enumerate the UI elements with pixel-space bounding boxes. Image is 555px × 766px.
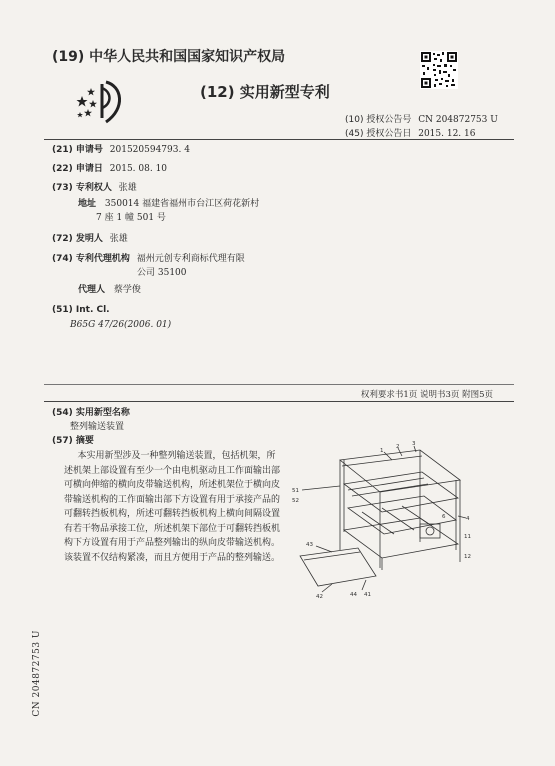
abstract-text: 本实用新型涉及一种整列输送装置，包括机架，所述机架上部设置有至少一个由电机驱动且工作面输出部可横向伸缩的横向皮带输送机构，所述机架位于横向皮带输送机构的工作面输出部下方设置有用于承接产品的可翻转挡板机构，所述可翻转挡板机构上横向间隔设置有若干物品承接工位，所述机架下部位于可翻转挡板机构下方设置有用于产品整列输出的纵向皮带输送机构。该装置不仅结构紧凑，而且方便用于产品的整列输送。 [64,451,281,563]
drawing-label-41: 41 [364,592,371,598]
drawing-label-43: 43 [306,542,313,548]
int-cl-label [52,304,110,317]
patentee-value: 张雄 [118,183,137,193]
patentee-row [52,182,137,195]
pages-divider [44,384,514,385]
drawing-label-12: 12 [464,554,471,560]
address-line-1: 350014 福建省福州市台江区荷花新村 [104,199,260,209]
device-drawing [292,441,472,606]
int-cl-label-text: (51) Int. Cl. [52,305,110,315]
publication-number-label: (10) 授权公告号 [345,115,412,125]
abstract-label [52,435,94,448]
application-number-row [52,144,190,157]
drawing-label-6: 6 [442,514,446,520]
application-date-label: (22) 申请日 [52,164,103,174]
address-row [78,198,259,211]
header-divider [44,139,514,140]
agency-row [52,253,245,266]
drawing-label-2: 2 [396,444,400,450]
agency-line-1: 福州元创专利商标代理有限 [136,254,245,264]
application-date-row [52,163,167,176]
utility-title-label-text: (54) 实用新型名称 [52,408,130,418]
drawing-label-1: 1 [380,448,384,454]
publication-number-row [345,112,498,125]
address-label: 地址 [78,199,97,209]
application-number-label: (21) 申请号 [52,145,103,155]
drawing-label-44: 44 [350,592,357,598]
agency-label: (74) 专利代理机构 [52,254,130,264]
publication-date-label: (45) 授权公告日 [345,129,412,139]
int-cl-value: B65G 47/26(2006. 01) [70,320,172,330]
drawing-label-11: 11 [464,534,471,540]
agency-line-2: 公司 35100 [137,268,187,278]
publication-date-value: 2015. 12. 16 [418,129,476,139]
agent-value: 蔡学俊 [113,285,141,295]
inventor-label: (72) 发明人 [52,234,103,244]
drawing-label-4: 4 [466,516,470,522]
utility-title-label [52,407,130,420]
section-divider [44,401,514,402]
drawing-label-3: 3 [412,441,416,447]
drawing-label-52: 52 [292,498,299,504]
inventor-value: 张雄 [109,234,128,244]
utility-title-value: 整列输送装置 [70,422,125,432]
qr-code-icon [420,51,458,89]
drawing-label-51: 51 [292,488,299,494]
publication-date-row [345,126,475,139]
side-publication-code: CN 204872753 U [32,630,42,717]
patentee-label: (73) 专利权人 [52,183,112,193]
drawing-label-42: 42 [316,594,323,600]
application-number-value: 201520594793. 4 [109,145,190,155]
inventor-row [52,233,128,246]
pages-info: 权利要求书1页 说明书3页 附图5页 [360,390,493,400]
agent-row [78,284,141,297]
abstract-label-text: (57) 摘要 [52,436,94,446]
agent-label: 代理人 [78,285,106,295]
address-line-2: 7 座 1 幢 501 号 [96,213,166,223]
application-date-value: 2015. 08. 10 [109,164,168,174]
issuing-authority: (19) 中华人民共和国国家知识产权局 [52,49,286,65]
document-type: (12) 实用新型专利 [200,83,330,101]
publication-number-value: CN 204872753 U [418,115,498,125]
office-logo-icon [72,78,128,126]
